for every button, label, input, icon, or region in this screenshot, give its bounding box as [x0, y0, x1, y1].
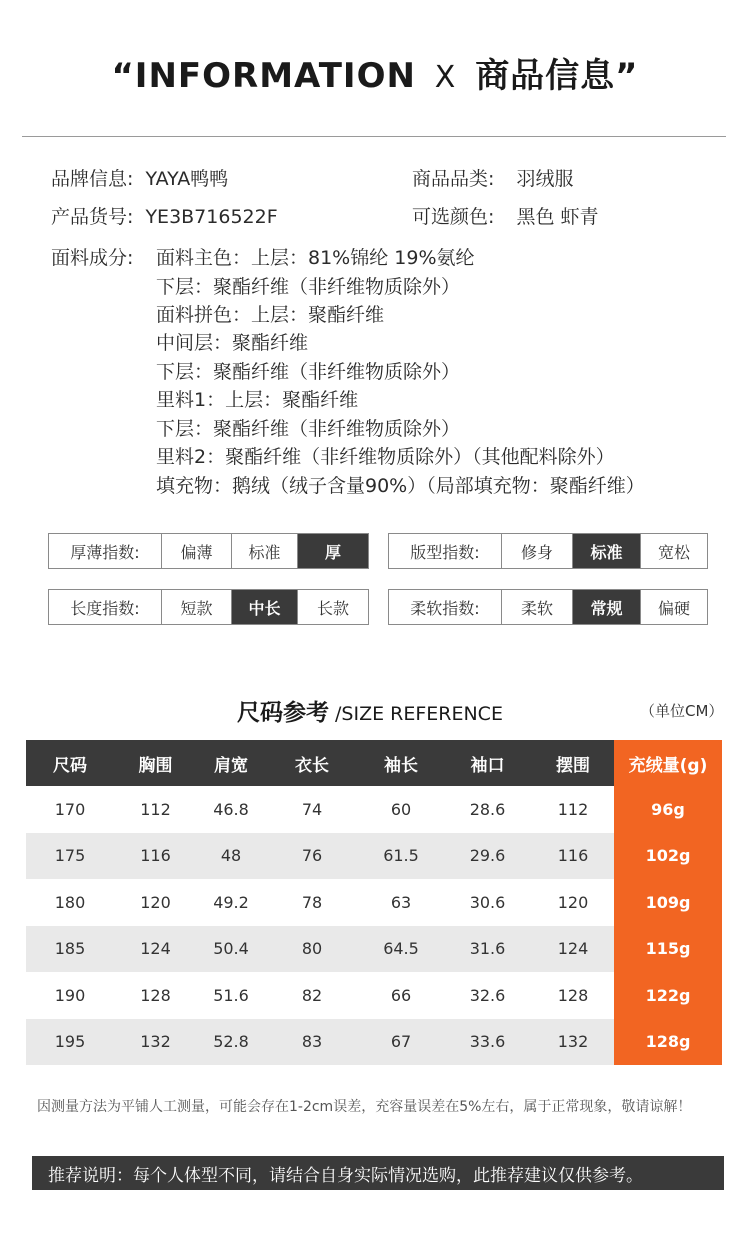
size-unit: （单位CM）: [640, 702, 724, 720]
table-cell: 67: [390, 1032, 412, 1052]
table-cell: 124: [140, 939, 171, 959]
column-header: 肩宽: [214, 755, 248, 776]
fill-cell: 128g: [614, 1019, 722, 1066]
index-label: 柔软指数:: [410, 598, 480, 618]
fabric-line: 下层：聚酯纤维（非纤维物质除外）: [156, 418, 461, 440]
table-cell: 46.8: [213, 799, 249, 819]
table-cell: 52.8: [213, 1032, 249, 1052]
index-option-selected: 中长: [231, 590, 297, 624]
index-option: 宽松: [640, 534, 707, 568]
index-label: 厚薄指数:: [70, 542, 140, 562]
fill-cell: 96g: [614, 786, 722, 833]
index-option: 修身: [501, 534, 572, 568]
table-cell: 50.4: [213, 939, 249, 959]
table-cell: 180: [54, 892, 86, 912]
title-en: “INFORMATION: [111, 56, 416, 96]
title-cn: 商品信息”: [475, 56, 639, 96]
column-header: 袖长: [384, 755, 418, 776]
fill-cell: 115g: [614, 926, 722, 973]
table-cell: 82: [301, 985, 323, 1005]
table-cell: 61.5: [383, 846, 419, 866]
table-cell: 83: [301, 1032, 323, 1052]
softness-index: [388, 589, 708, 625]
table-cell: 60: [390, 799, 412, 819]
column-header: 尺码: [53, 755, 87, 776]
fabric-label: 面料成分:: [51, 247, 134, 269]
table-cell: 120: [140, 892, 171, 912]
table-cell: 78: [301, 892, 323, 912]
index-label: 版型指数:: [410, 542, 480, 562]
table-cell: 132: [140, 1032, 171, 1052]
table-cell: 128: [140, 985, 171, 1005]
table-row: [26, 879, 722, 926]
table-cell: 49.2: [213, 892, 249, 912]
brand-info: [51, 164, 228, 191]
table-cell: 48: [220, 846, 242, 866]
table-cell: 64.5: [383, 939, 419, 959]
column-header: 胸围: [138, 755, 173, 776]
table-cell: 124: [557, 939, 589, 959]
table-row: [26, 1019, 722, 1066]
table-cell: 33.6: [469, 1032, 506, 1052]
table-cell: 80: [301, 939, 323, 959]
index-option: 短款: [161, 590, 231, 624]
table-cell: 128: [557, 985, 589, 1005]
fabric-line: 面料拼色：上层：聚酯纤维: [156, 304, 385, 326]
fabric-line: 面料主色：上层：81%锦纶 19%氨纶: [156, 247, 475, 269]
table-cell: 30.6: [469, 892, 506, 912]
color-label: 可选颜色:: [412, 206, 495, 228]
fit-index: [388, 533, 708, 569]
index-option-selected: 常规: [572, 590, 640, 624]
brand-value: YAYA鸭鸭: [145, 168, 229, 190]
table-cell: 132: [557, 1032, 589, 1052]
table-cell: 29.6: [469, 846, 506, 866]
category-label: 商品品类:: [412, 168, 495, 190]
index-option: 偏薄: [161, 534, 231, 568]
fabric-line: 中间层：聚酯纤维: [156, 332, 309, 354]
table-cell: 28.6: [469, 799, 506, 819]
fill-cell: 109g: [614, 879, 722, 926]
table-cell: 185: [54, 939, 86, 959]
fabric-line: 下层：聚酯纤维（非纤维物质除外）: [156, 276, 461, 298]
fabric-line: 里料1：上层：聚酯纤维: [156, 389, 359, 411]
table-cell: 112: [557, 799, 589, 819]
column-header: 摆围: [556, 755, 590, 776]
index-option: 长款: [297, 590, 368, 624]
size-title-cn: 尺码参考: [237, 700, 329, 726]
sku-label: 产品货号:: [51, 206, 134, 228]
length-index: [48, 589, 369, 625]
page-title: [0, 48, 750, 97]
category-info: [412, 164, 573, 191]
size-title: [237, 694, 503, 727]
column-header: 衣长: [295, 755, 329, 776]
table-cell: 74: [301, 799, 323, 819]
table-row: [26, 926, 722, 973]
category-value: 羽绒服: [516, 168, 574, 190]
table-cell: 120: [557, 892, 589, 912]
table-cell: 76: [301, 846, 323, 866]
table-cell: 66: [390, 985, 412, 1005]
table-cell: 112: [140, 799, 171, 819]
index-label: 长度指数:: [70, 598, 140, 618]
column-header-fill: 充绒量(g): [614, 740, 722, 786]
brand-label: 品牌信息:: [51, 168, 134, 190]
table-cell: 116: [557, 846, 589, 866]
table-cell: 63: [390, 892, 412, 912]
fabric-line: 填充物：鹅绒（绒子含量90%）（局部填充物：聚酯纤维）: [156, 475, 645, 497]
index-option: 柔软: [501, 590, 572, 624]
fabric-line: 里料2：聚酯纤维（非纤维物质除外）（其他配料除外）: [156, 446, 615, 468]
table-row: [26, 833, 722, 880]
table-header: [26, 740, 722, 786]
table-cell: 51.6: [213, 985, 249, 1005]
table-cell: 32.6: [469, 985, 506, 1005]
thickness-index: [48, 533, 369, 569]
recommendation-banner: 推荐说明：每个人体型不同，请结合自身实际情况选购，此推荐建议仅供参考。: [32, 1156, 724, 1190]
fill-cell: 102g: [614, 833, 722, 880]
table-cell: 170: [54, 799, 86, 819]
sku-info: [51, 202, 278, 229]
index-option: 偏硬: [640, 590, 707, 624]
sku-value: YE3B716522F: [145, 206, 278, 228]
measurement-note: 因测量方法为平铺人工测量，可能会存在1-2cm误差，充容量误差在5%左右，属于正常现象，敬请谅解！: [37, 1099, 692, 1115]
table-row: [26, 972, 722, 1019]
column-header: 袖口: [470, 755, 505, 776]
fabric-line: 下层：聚酯纤维（非纤维物质除外）: [156, 361, 461, 383]
table-cell: 175: [54, 846, 86, 866]
table-cell: 190: [54, 985, 86, 1005]
size-title-en: /SIZE REFERENCE: [335, 703, 503, 725]
index-option: 标准: [231, 534, 297, 568]
table-cell: 195: [54, 1032, 86, 1052]
title-separator: X: [434, 60, 457, 95]
table-cell: 116: [140, 846, 171, 866]
index-option-selected: 标准: [572, 534, 640, 568]
table-cell: 31.6: [469, 939, 506, 959]
size-table: [26, 740, 722, 1065]
index-option-selected: 厚: [297, 534, 368, 568]
color-value: 黑色 虾青: [516, 206, 599, 228]
color-info: [412, 202, 599, 229]
fill-cell: 122g: [614, 972, 722, 1019]
divider: [22, 136, 726, 137]
table-row: [26, 786, 722, 833]
